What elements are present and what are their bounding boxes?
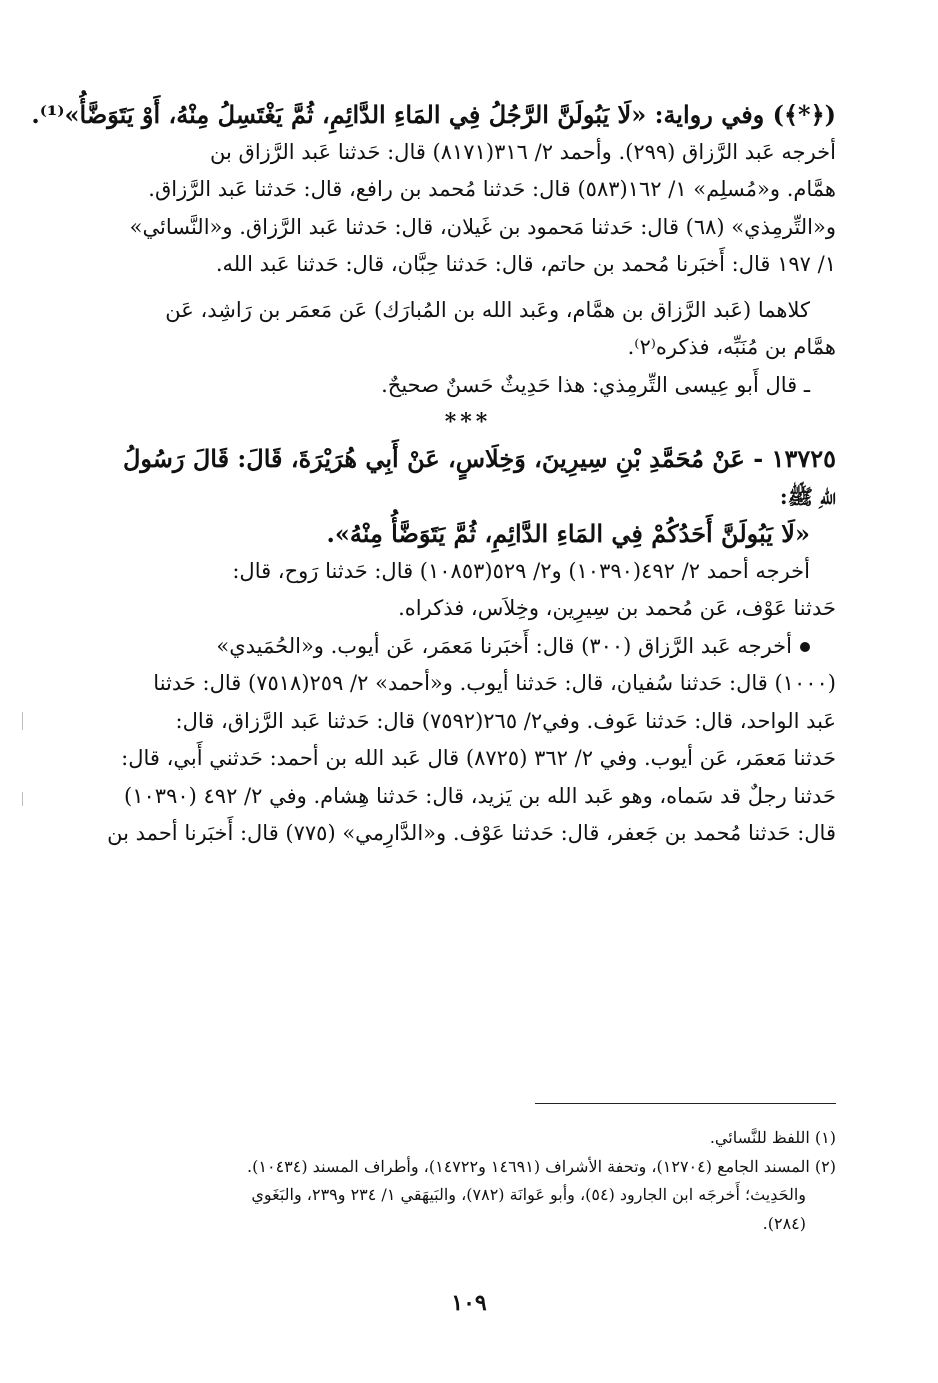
text-line: أخرجه أحمد ٢/ ٤٩٢(١٠٣٩٠) و٢/ ٥٢٩(١٠٨٥٣) قال: حَدثنا رَوح، قال:: [232, 558, 810, 583]
hadith-text: «لَا يَبُولَنَّ أَحَدُكُمْ فِي المَاءِ الدَّائِمِ، ثُمَّ يَتَوَضَّأُ مِنْهُ».: [326, 519, 810, 548]
text-line: ١/ ١٩٧ قال: أَخبَرنا مُحمد بن حاتم، قال: حَدثنا حِبَّان، قال: حَدثنا عَبد الله.: [215, 252, 836, 276]
text-line: قال: حَدثنا مُحمد بن جَعفر، قال: حَدثنا عَوْف. و«الدَّارِمي» (٧٧٥) قال: أَخبَرنا أحمد بن: [107, 821, 836, 845]
text-line: عَبد الواحد، قال: حَدثنا عَوف. وفي٢/ ٢٦٥(٧٥٩٢) قال: حَدثنا عَبد الرَّزاق، قال:: [175, 708, 836, 733]
bullet-icon: [800, 642, 810, 652]
footnotes: [100, 1124, 836, 1238]
scan-mark-2: [22, 792, 23, 806]
hadith-number-line: ١٣٧٢٥ - عَنْ مُحَمَّدِ بْنِ سِيرِينَ، وَخِلَاسٍ، عَنْ أَبِي هُرَيْرَةَ، قَالَ: قَالَ رَسُولُ: [122, 444, 836, 473]
scan-mark-1: [22, 712, 23, 730]
text-line: همَّام. و«مُسلِم» ١/ ١٦٢(٥٨٣) قال: حَدثنا مُحمد بن رافع، قال: حَدثنا عَبد الرَّزاق.: [148, 177, 836, 201]
text-line: حَدثنا مَعمَر، عَن أيوب. وفي ٢/ ٣٦٢ (٨٧٢٥) قال عَبد الله بن أحمد: حَدثني أَبي، قال:: [121, 746, 836, 770]
footnote-2-cont: (٢٨٤).: [762, 1213, 806, 1233]
footnote-2-cont: والحَدِيث؛ أَخرجَه ابن الجارود (٥٤)، وأبو عَوانَة (٧٨٢)، والبَيهَقي ١/ ٢٣٤ و٢٣٩، والبَغَوي: [251, 1185, 806, 1204]
footnote-1: (١) اللفظ للنَّسائي.: [709, 1128, 836, 1147]
separator-stars: ***: [444, 409, 492, 435]
text-line: همَّام بن مُنَبِّه، فذكره⁽٢⁾.: [627, 335, 836, 359]
text-line: و«التِّرمِذي» (٦٨) قال: حَدثنا مَحمود بن غَيلان، قال: حَدثنا عَبد الرَّزاق. و«النَّسائي»: [129, 214, 836, 239]
text-line: (﴿*﴾) وفي رواية: «لَا يَبُولَنَّ الرَّجُلُ فِي المَاءِ الدَّائِمِ، ثُمَّ يَغْتَسِلُ مِنْهُ، أَوْ يَتَوَضَّأُ»⁽¹⁾.: [31, 100, 836, 129]
text-line: حَدثنا رجلٌ قد سَماه، وهو عَبد الله بن يَزيد، قال: حَدثنا هِشام. وفي ٢/ ٤٩٢ (١٠٣٩٠): [124, 783, 836, 808]
text-line: كلاهما (عَبد الرَّزاق بن همَّام، وعَبد الله بن المُبارَك) عَن مَعمَر بن رَاشِد، عَن: [165, 297, 810, 322]
tirmidhi-note: ـ قال أَبو عِيسى التِّرمِذي: هذا حَدِيثٌ حَسنٌ صحيحٌ.: [381, 372, 810, 397]
text-line: (١٠٠٠) قال: حَدثنا سُفيان، قال: حَدثنا أيوب. و«أحمد» ٢/ ٢٥٩(٧٥١٨) قال: حَدثنا: [153, 671, 836, 695]
footnote-2: (٢) المسند الجامع (١٢٧٠٤)، وتحفة الأشراف (١٤٦٩١ و١٤٧٢٢)، وأطراف المسند (١٠٤٣٤).: [247, 1156, 836, 1176]
footnote-divider: [535, 1103, 836, 1104]
page-number: ١٠٩: [451, 1290, 487, 1316]
main-text: [31, 96, 836, 853]
bullet-line: [100, 628, 836, 666]
text-line: أخرجه عَبد الرَّزاق (٣٠٠) قال: أَخبَرنا مَعمَر، عَن أيوب. و«الحُمَيدي»: [216, 633, 792, 658]
text-line: حَدثنا عَوْف، عَن مُحمد بن سِيرِين، وخِلاَس، فذكراه.: [398, 596, 836, 620]
text-line: أخرجه عَبد الرَّزاق (٢٩٩). وأحمد ٢/ ٣١٦(٨١٧١) قال: حَدثنا عَبد الرَّزاق بن: [210, 139, 836, 164]
hadith-continuation: اللهِ ﷺ:: [779, 483, 836, 509]
